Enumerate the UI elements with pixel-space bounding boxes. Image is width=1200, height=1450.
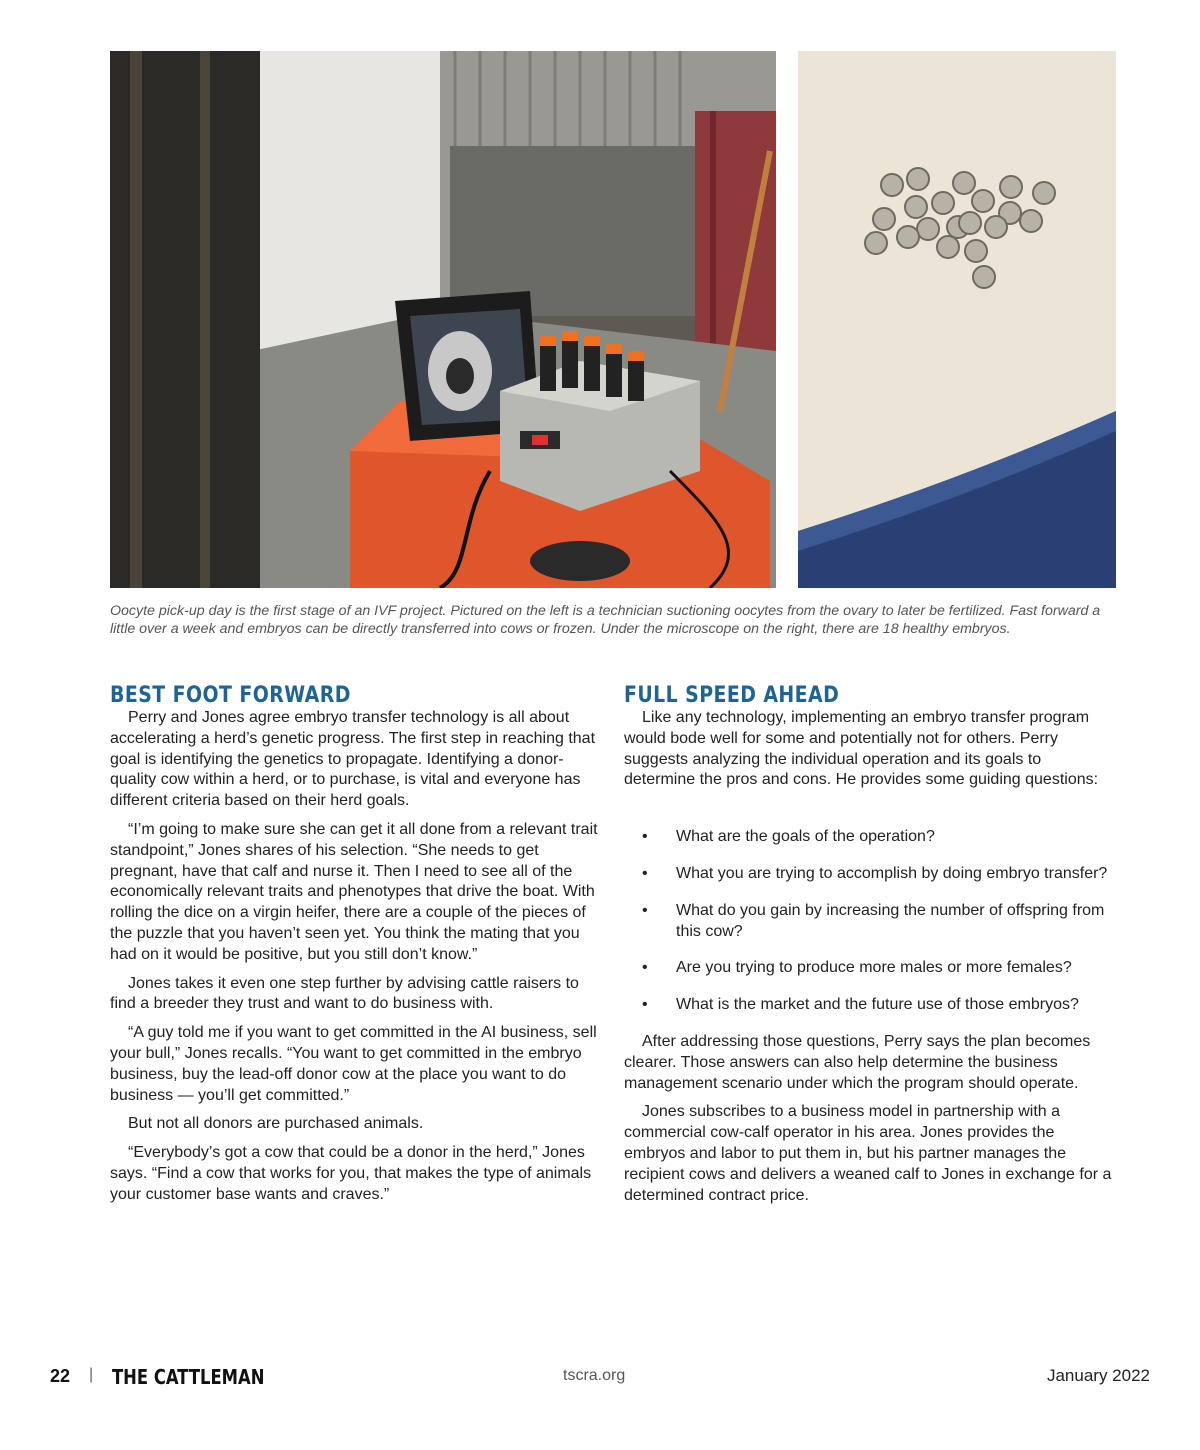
list-item xyxy=(624,864,1116,885)
equipment-photo xyxy=(110,51,776,588)
page-footer xyxy=(0,1366,1200,1390)
body-paragraph: But not all donors are purchased animals. xyxy=(128,1115,424,1133)
list-item xyxy=(624,827,1116,848)
section-heading-full-speed-ahead: FULL SPEED AHEAD xyxy=(624,683,840,708)
list-item xyxy=(624,995,1116,1016)
bullet-icon: • xyxy=(642,901,648,919)
right-column xyxy=(624,684,1116,1214)
photo-caption: Oocyte pick-up day is the first stage of an IVF project. Pictured on the left is a technician suctioning oocytes from the ovary to later be fertilized. Fast forward a little over a week and embryos can be directly transferred into cows or frozen. Under the microscope on the right, there are 18 healthy embryos. xyxy=(110,603,1101,637)
issue-date: January 2022 xyxy=(1046,1366,1150,1385)
microscope-photo xyxy=(798,51,1116,588)
magazine-name: THE CATTLEMAN xyxy=(112,1365,265,1389)
guiding-questions-list xyxy=(624,827,1116,1016)
body-paragraph: Jones subscribes to a business model in partnership with a commercial cow-calf operator in his area. Jones provides the embryos and labor to put them in, but his partner manages the recipient cows and delivers a weaned calf to Jones in exchange for a determined contract price. xyxy=(624,1103,1112,1204)
question-text: What are the goals of the operation? xyxy=(676,828,935,846)
list-item xyxy=(624,958,1116,979)
question-text: Are you trying to produce more males or more females? xyxy=(676,959,1072,977)
question-text: What you are trying to accomplish by doing embryo transfer? xyxy=(676,864,1108,882)
body-paragraph: After addressing those questions, Perry says the plan becomes clearer. Those answers can also help determine the business management scenario under which the program should operate. xyxy=(624,1032,1091,1092)
bullet-icon: • xyxy=(642,996,648,1014)
body-paragraph: “I’m going to make sure she can get it all done from a relevant trait standpoint,” Jones shares of his selection. “She needs to get pregnant, have that calf and nurse it. Then I need to see all of the economically relevant traits and phenotypes that drive the boat. With rolling the dice on a virgin heifer, there are a couple of the pieces of the puzzle that you haven’t seen yet. You think the mating that you had on it would be positive, but you still don’t know.” xyxy=(110,820,598,963)
bullet-icon: • xyxy=(642,864,648,882)
body-paragraph: Perry and Jones agree embryo transfer technology is all about accelerating a herd’s genetic progress. The first step in reaching that goal is identifying the genetics to propagate. Identifying a donor-quality cow within a herd, or to purchase, is vital and everyone has different criteria based on their herd goals. xyxy=(110,709,596,810)
body-paragraph: “Everybody’s got a cow that could be a donor in the herd,” Jones says. “Find a cow that works for you, that makes the type of animals your customer base wants and craves.” xyxy=(110,1144,592,1203)
question-text: What is the market and the future use of those embryos? xyxy=(676,996,1079,1014)
body-paragraph: “A guy told me if you want to get committed in the AI business, sell your bull,” Jones recalls. “You want to get committed in the embryo business, buy the lead-off donor cow at the place you want to do business — you’ll get committed.” xyxy=(110,1024,597,1104)
bullet-icon: • xyxy=(642,959,648,977)
body-paragraph: Jones takes it even one step further by advising cattle raisers to find a breeder they trust and want to do business with. xyxy=(110,974,579,1013)
section-heading-best-foot-forward: BEST FOOT FORWARD xyxy=(110,683,351,708)
bullet-icon: • xyxy=(642,828,648,846)
footer-separator: | xyxy=(89,1366,94,1383)
website-link[interactable]: tscra.org xyxy=(563,1367,626,1384)
question-text: What do you gain by increasing the number of offspring from this cow? xyxy=(676,901,1105,940)
page-number: 22 xyxy=(50,1366,71,1386)
intro-paragraph: Like any technology, implementing an embryo transfer program would bode well for some and potentially not for others. Perry suggests analyzing the individual operation and its goals to determine the pros and cons. He provides some guiding questions: xyxy=(624,709,1099,789)
left-column xyxy=(110,684,602,1214)
list-item xyxy=(624,901,1116,943)
